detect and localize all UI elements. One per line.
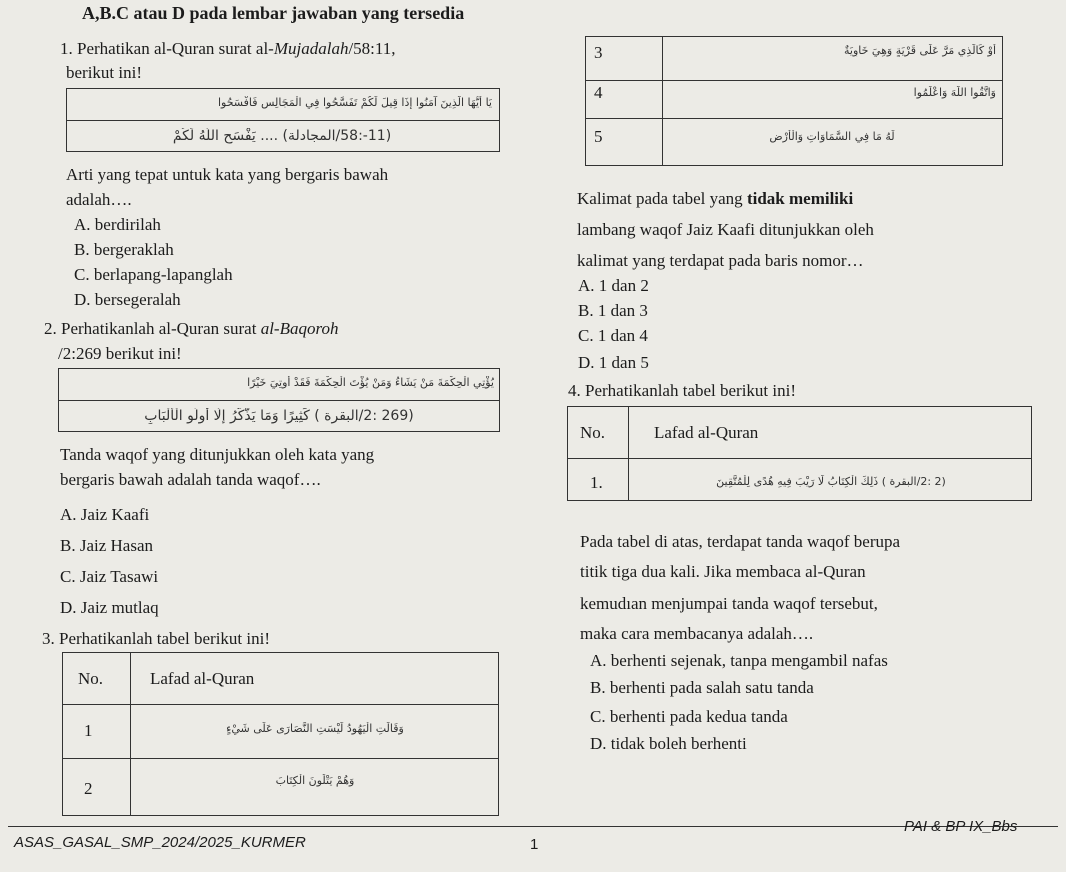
q2-stem-text: 2. Perhatikanlah al-Quran surat xyxy=(44,319,261,338)
q4-table-header-lafad: Lafad al-Quran xyxy=(654,423,759,442)
q3-row5-text: لَهُ مَا فِي السَّمَاوَاتِ وَالْأَرْضِ xyxy=(769,130,895,143)
q3-row3-no: 3 xyxy=(594,43,603,62)
footer-exam-code: ASAS_GASAL_SMP_2024/2025_KURMER xyxy=(14,834,306,851)
q4-row1-no: 1. xyxy=(590,473,603,492)
q3-option-c[interactable]: C. 1 dan 4 xyxy=(578,326,648,345)
q1-option-a[interactable]: A. berdirilah xyxy=(74,215,161,234)
q2-surah-name: al-Baqoroh xyxy=(260,319,339,338)
q4-table-header-no: No. xyxy=(580,423,606,442)
q3-table-header-divider xyxy=(62,704,499,705)
q1-stem xyxy=(60,38,396,60)
q1-stem-text: 1. Perhatikan al-Quran surat al- xyxy=(60,39,274,58)
q3-table-header-lafad: Lafad al-Quran xyxy=(150,669,255,688)
q2-option-d[interactable]: D. Jaiz mutlaq xyxy=(60,598,159,617)
q3-table-row-divider xyxy=(62,758,499,759)
q1-option-c[interactable]: C. berlapang-lapanglah xyxy=(74,265,233,284)
q3-row1-no: 1 xyxy=(84,721,93,740)
q2-stem-line2: /2:269 berikut ini! xyxy=(58,344,182,363)
q4-table-header-divider xyxy=(567,458,1032,459)
q3-table-header-no: No. xyxy=(78,669,104,688)
q4-paragraph-line1: Pada tabel di atas, terdapat tanda waqof berupa xyxy=(580,532,901,551)
q1-option-d[interactable]: D. bersegeralah xyxy=(74,290,181,309)
q3-row5-no: 5 xyxy=(594,127,603,146)
q1-stem-ref: /58:11, xyxy=(348,39,396,58)
q4-option-c[interactable]: C. berhenti pada kedua tanda xyxy=(590,707,788,726)
footer-page-number: 1 xyxy=(530,836,539,853)
q3-row2-no: 2 xyxy=(84,779,93,798)
q3-table-col-divider xyxy=(130,652,131,816)
q2-question-line1: Tanda waqof yang ditunjukkan oleh kata yang xyxy=(60,445,375,464)
q3-row4-text: وَاتَّقُوا اللَّهَ وَاعْلَمُوا xyxy=(913,86,996,99)
q4-paragraph-line4: maka cara membacanya adalah…. xyxy=(580,624,814,643)
footer-rule xyxy=(8,826,1058,827)
q4-option-b[interactable]: B. berhenti pada salah satu tanda xyxy=(590,678,814,697)
footer-subject: PAI & BP IX_Bbs xyxy=(904,818,1018,835)
q1-verse-line1: يَا أَيُّهَا الَّذِينَ آمَنُوا إِذَا قِيلَ لَكُمْ تَفَسَّحُوا فِي الْمَجَالِسِ فَافْسَحُوا xyxy=(217,96,492,109)
q3-question-emphasis: tidak memiliki xyxy=(746,189,854,208)
q2-verse-line2: (269 :2/البقرة ) كَثِيرًا وَمَا يَذَّكَّرُ إِلَّا أُولُو الْأَلْبَابِ xyxy=(144,408,414,424)
q3-table2-col-divider xyxy=(662,36,663,166)
q3-question-text: Kalimat pada tabel yang xyxy=(577,189,747,208)
q3-row3-text: أَوْ كَالَّذِي مَرَّ عَلَى قَرْيَةٍ وَهِيَ خَاوِيَةٌ xyxy=(844,44,996,57)
q2-stem xyxy=(44,318,338,340)
q4-option-d[interactable]: D. tidak boleh berhenti xyxy=(590,734,747,753)
q3-row1-text: وَقَالَتِ الْيَهُودُ لَيْسَتِ النَّصَارَى عَلَى شَيْءٍ xyxy=(226,722,404,735)
q4-paragraph-line3: kemudıan menjumpai tanda waqof tersebut, xyxy=(580,594,878,613)
q4-stem: 4. Perhatikanlah tabel berikut ini! xyxy=(568,381,797,400)
q1-verse-divider xyxy=(66,120,500,121)
q3-option-a[interactable]: A. 1 dan 2 xyxy=(578,276,649,295)
q2-option-c[interactable]: C. Jaiz Tasawi xyxy=(60,567,159,586)
q1-verse-line2: (11-:58/المجادلة) .... يَفْسَحِ اللَّهُ لَكُمْ xyxy=(172,128,392,144)
q2-option-b[interactable]: B. Jaiz Hasan xyxy=(60,536,154,555)
q3-question-line1 xyxy=(577,188,853,210)
q2-option-a[interactable]: A. Jaiz Kaafi xyxy=(60,505,150,524)
q3-option-d[interactable]: D. 1 dan 5 xyxy=(578,353,649,372)
q1-stem-line2: berikut ini! xyxy=(66,63,143,82)
q3-question-line2: lambang waqof Jaiz Kaafi ditunjukkan oleh xyxy=(577,220,874,239)
q2-verse-line1: يُؤْتِي الْحِكْمَةَ مَنْ يَشَاءُ وَمَنْ يُؤْتَ الْحِكْمَةَ فَقَدْ أُوتِيَ خَيْرًا xyxy=(247,376,494,389)
header-instruction: A,B.C atau D pada lembar jawaban yang tersedia xyxy=(82,3,465,23)
q3-table2-row-divider-2 xyxy=(585,118,1003,119)
q3-stem: 3. Perhatikanlah tabel berikut ini! xyxy=(42,629,271,648)
q3-option-b[interactable]: B. 1 dan 3 xyxy=(578,301,648,320)
q2-verse-divider xyxy=(58,400,500,401)
q4-row1-text: (2 :2/البقرة ) ذَلِكَ الْكِتَابُ لَا رَيْبَ فِيهِ هُدًى لِلْمُتَّقِينَ xyxy=(716,475,946,488)
q3-table2-row-divider-1 xyxy=(585,80,1003,81)
q1-question-line1: Arti yang tepat untuk kata yang bergaris bawah xyxy=(66,165,389,184)
q3-row4-no: 4 xyxy=(594,83,603,102)
q4-paragraph-line2: titik tiga dua kali. Jika membaca al-Quran xyxy=(580,562,866,581)
q3-question-line3: kalimat yang terdapat pada baris nomor… xyxy=(577,251,864,270)
q4-table-col-divider xyxy=(628,406,629,501)
q1-question-line2: adalah…. xyxy=(66,190,132,209)
q4-option-a[interactable]: A. berhenti sejenak, tanpa mengambil nafas xyxy=(590,651,888,670)
q2-question-line2: bergaris bawah adalah tanda waqof…. xyxy=(60,470,321,489)
q1-option-b[interactable]: B. bergeraklah xyxy=(74,240,174,259)
q1-surah-name: Mujadalah xyxy=(273,39,349,58)
q3-row2-text: وَهُمْ يَتْلُونَ الْكِتَابَ xyxy=(275,774,355,787)
